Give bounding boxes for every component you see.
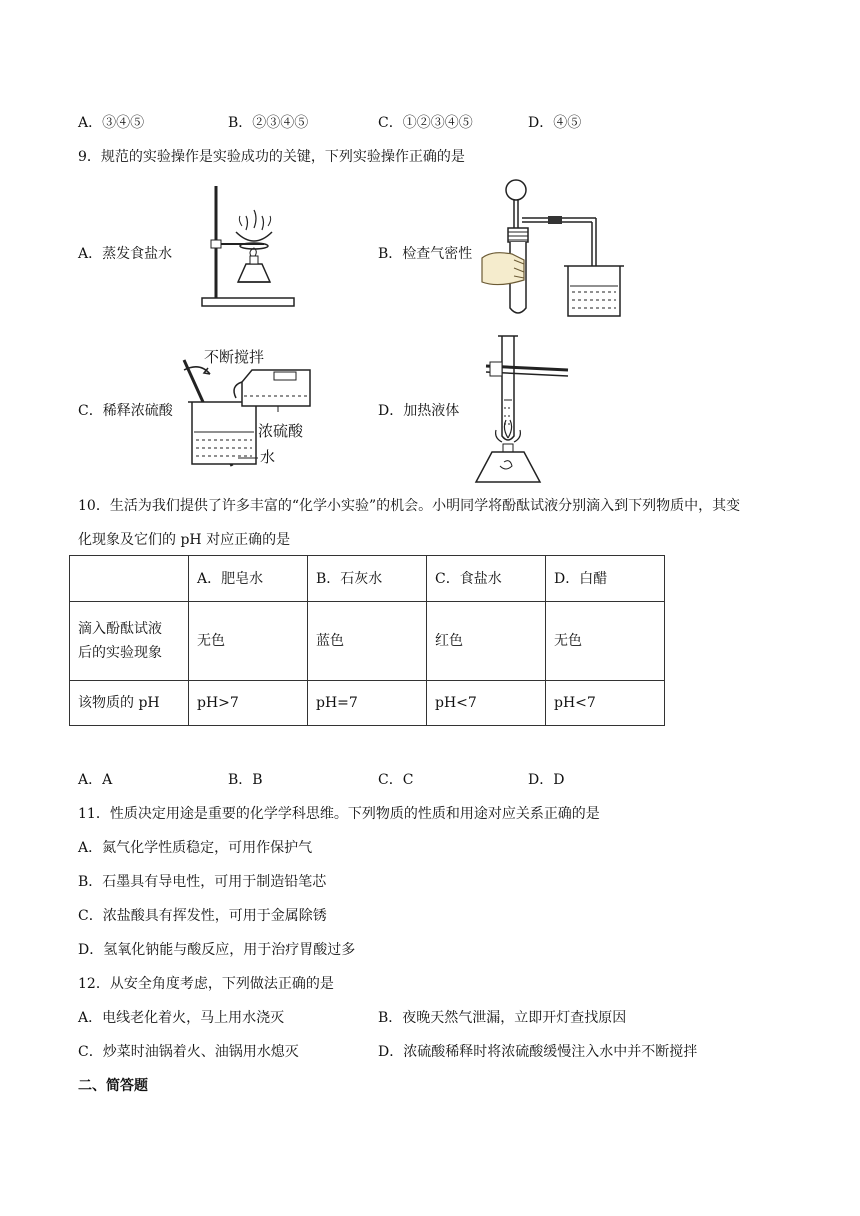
row-label-line: 滴入酚酞试液 — [78, 621, 162, 637]
table-header-cell — [70, 556, 189, 602]
table-header-cell: B．石灰水 — [308, 556, 427, 602]
q11-stem: 11．性质决定用途是重要的化学学科思维。下列物质的性质和用途对应关系正确的是 — [78, 806, 600, 822]
q10-option-a: A．A — [78, 772, 113, 788]
ph-table — [69, 555, 665, 726]
q11-option-c: C．浓盐酸具有挥发性，可用于金属除锈 — [78, 908, 327, 924]
q8-option-d: D．④⑤ — [528, 115, 582, 131]
acid-label: 浓硫酸 — [258, 422, 304, 440]
q12-stem: 12．从安全角度考虑，下列做法正确的是 — [78, 976, 334, 992]
table-cell: pH<7 — [427, 681, 546, 726]
table-cell: pH=7 — [308, 681, 427, 726]
q10-option-c: C．C — [378, 772, 414, 788]
q9-option-c: C．稀释浓硫酸 — [78, 403, 173, 419]
q10-option-d: D．D — [528, 772, 565, 788]
q9-option-b: B．检查气密性 — [378, 246, 473, 262]
q8-option-c: C．①②③④⑤ — [378, 115, 473, 131]
table-row — [70, 602, 665, 681]
q10-option-b: B．B — [228, 772, 263, 788]
table-header-cell: A．肥皂水 — [189, 556, 308, 602]
row-label-line: 后的实验现象 — [78, 645, 162, 661]
table-cell: 无色 — [546, 602, 665, 681]
table-cell: pH>7 — [189, 681, 308, 726]
stir-label: 不断搅拌 — [204, 348, 265, 366]
q9-stem: 9．规范的实验操作是实验成功的关键，下列实验操作正确的是 — [78, 149, 465, 165]
evaporation-apparatus-figure — [198, 182, 298, 310]
table-cell: pH<7 — [546, 681, 665, 726]
q8-option-b: B．②③④⑤ — [228, 115, 309, 131]
table-row-label — [70, 602, 189, 681]
q10-stem-line1: 10．生活为我们提供了许多丰富的“化学小实验”的机会。小明同学将酚酞试液分别滴入到下列物质中，其变 — [78, 498, 741, 514]
q11-option-b: B．石墨具有导电性，可用于制造铅笔芯 — [78, 874, 327, 890]
q11-option-a: A．氮气化学性质稳定，可用作保护气 — [78, 840, 313, 856]
q12-option-a: A．电线老化着火，马上用水浇灭 — [78, 1010, 285, 1026]
q10-stem-line2: 化现象及它们的 pH 对应正确的是 — [78, 532, 291, 548]
q9-option-a: A．蒸发食盐水 — [78, 246, 173, 262]
table-cell: 红色 — [427, 602, 546, 681]
q11-option-d: D．氢氧化钠能与酸反应，用于治疗胃酸过多 — [78, 942, 356, 958]
table-header-row — [70, 556, 665, 602]
q12-option-b: B．夜晚天然气泄漏，立即开灯查找原因 — [378, 1010, 627, 1026]
table-header-cell: C．食盐水 — [427, 556, 546, 602]
q8-option-a: A．③④⑤ — [78, 115, 145, 131]
q9-option-d: D．加热液体 — [378, 403, 460, 419]
heating-liquid-figure — [466, 332, 576, 488]
table-cell: 无色 — [189, 602, 308, 681]
table-row-label: 该物质的 pH — [70, 681, 189, 726]
q12-option-d: D．浓硫酸稀释时将浓硫酸缓慢注入水中并不断搅拌 — [378, 1044, 698, 1060]
section-title: 二、简答题 — [78, 1078, 148, 1094]
table-cell: 蓝色 — [308, 602, 427, 681]
water-label: 水 — [260, 448, 276, 466]
table-header-cell: D．白醋 — [546, 556, 665, 602]
q12-option-c: C．炒菜时油锅着火、油锅用水熄灭 — [78, 1044, 299, 1060]
airtightness-check-figure — [478, 176, 634, 324]
table-row — [70, 681, 665, 726]
